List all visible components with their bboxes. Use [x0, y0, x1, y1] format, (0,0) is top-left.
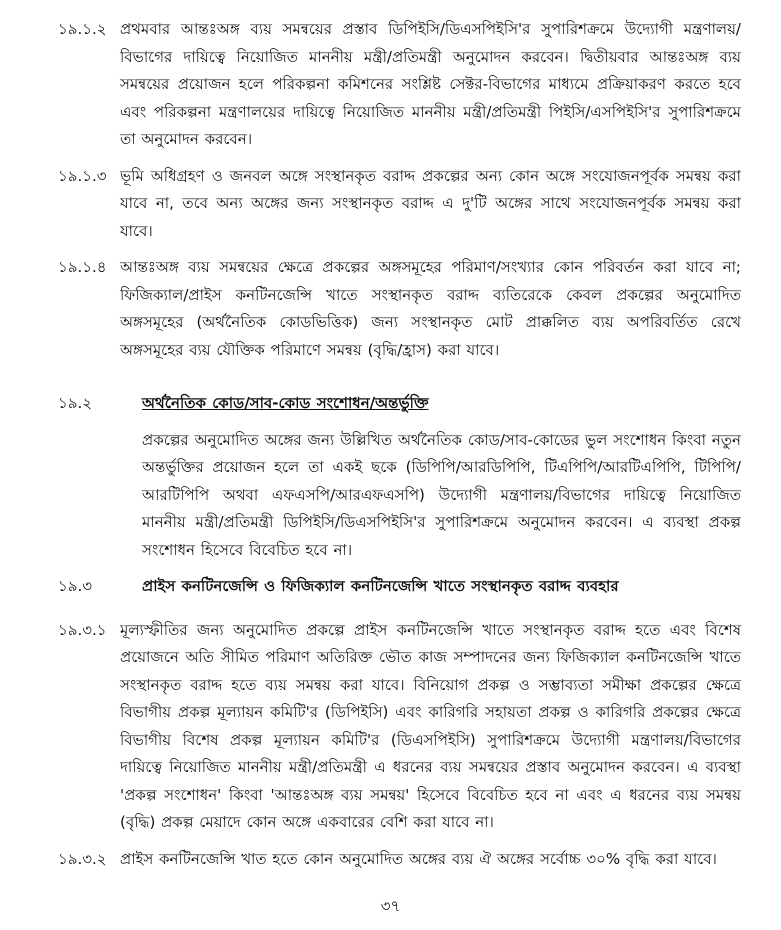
section-19-2-body: প্রকল্পের অনুমোদিত অঙ্গের জন্য উল্লিখিত অর্থনৈতিক কোড/সাব-কোডের ভুল সংশোধন কিংবা নতুন অন্তর্ভুক্তির প্রয়োজন হলে তা একই ছকে (ডিপিপি/আরডিপিপি, টিএপিপি/আরটিএপিপি, টিপিপি/আরটিপিপি অথবা এফএসপি/আরএফএসপি) উদ্যোগী মন্ত্রণালয়/বিভাগের দায়িত্বে নিয়োজিত মাননীয় মন্ত্রী/প্রতিমন্ত্রী ডিপিইসি/ডিএসপিইসি'র সুপারিশক্রমে অনুমোদন করবেন। এ ব্যবস্থা প্রকল্প সংশোধন হিসেবে বিবেচিত হবে না। [142, 430, 741, 559]
section-number: ১৯.৩ [58, 577, 92, 595]
clause-19-1-4 [58, 254, 741, 364]
clause-number: ১৯.৩.১ [58, 620, 107, 639]
clause-text: আন্তঃঅঙ্গ ব্যয় সমন্বয়ের ক্ষেত্রে প্রকল্পের অঙ্গসমূহের পরিমাণ/সংখ্যার কোন পরিবর্তন করা যাবে না; ফিজিক্যাল/প্রাইস কনটিনজেন্সি খাতে সংস্থানকৃত বরাদ্দ ব্যতিরেকে কেবল প্রকল্পের অনুমোদিত অঙ্গসমূহের (অর্থনৈতিক কোডভিত্তিক) জন্য সংস্থানকৃত মোট প্রাক্কলিত ব্যয় অপরিবর্তিত রেখে অঙ্গসমূহের ব্যয় যৌক্তিক পরিমাণে সমন্বয় (বৃদ্ধি/হ্রাস) করা যাবে। [120, 258, 741, 359]
clause-19-3-2 [58, 846, 741, 874]
clause-number: ১৯.১.৩ [58, 166, 107, 185]
section-19-3-heading [58, 573, 741, 601]
clause-text: প্রাইস কনটিনজেন্সি খাত হতে কোন অনুমোদিত অঙ্গের ব্যয় ঐ অঙ্গের সর্বোচ্চ ৩০% বৃদ্ধি করা যাবে। [120, 849, 717, 868]
page-number: ৩৭ [380, 897, 401, 915]
section-19-2-heading [58, 390, 741, 418]
clause-text: মূল্যস্ফীতির জন্য অনুমোদিত প্রকল্পে প্রাইস কনটিনজেন্সি খাতে সংস্থানকৃত বরাদ্দ হতে এবং বিশেষ প্রয়োজনে অতি সীমিত পরিমাণ অতিরিক্ত ভৌত কাজ সম্পাদনের জন্য ফিজিক্যাল কনটিনজেন্সি খাতে সংস্থানকৃত বরাদ্দ হতে ব্যয় সমন্বয় করা যাবে। বিনিয়োগ প্রকল্প ও সম্ভাব্যতা সমীক্ষা প্রকল্পের ক্ষেত্রে বিভাগীয় প্রকল্প মূল্যায়ন কমিটি'র (ডিপিইসি) এবং কারিগরি সহায়তা প্রকল্প ও কারিগরি প্রকল্পের ক্ষেত্রে বিভাগীয় বিশেষ প্রকল্প মূল্যায়ন কমিটি'র (ডিএসপিইসি) সুপারিশক্রমে উদ্যোগী মন্ত্রণালয়/বিভাগের দায়িত্বে নিয়োজিত মাননীয় মন্ত্রী/প্রতিমন্ত্রী এ ধরনের ব্যয় সমন্বয়ের প্রস্তাব অনুমোদন করবেন। এ ব্যবস্থা 'প্রকল্প সংশোধন' কিংবা 'আন্তঃঅঙ্গ ব্যয় সমন্বয়' হিসেবে বিবেচিত হবে না এবং এ ধরনের ব্যয় সমন্বয় (বৃদ্ধি) প্রকল্প মেয়াদে কোন অঙ্গে একবারের বেশি করা যাবে না। [120, 620, 741, 831]
section-number: ১৯.২ [58, 394, 92, 412]
clause-19-1-3 [58, 163, 741, 246]
clause-text: প্রথমবার আন্তঃঅঙ্গ ব্যয় সমন্বয়ের প্রস্তাব ডিপিইসি/ডিএসপিইসি'র সুপারিশক্রমে উদ্যোগী মন্ত্রণালয়/বিভাগের দায়িত্বে নিয়োজিত মাননীয় মন্ত্রী/প্রতিমন্ত্রী অনুমোদন করবেন। দ্বিতীয়বার আন্তঃঅঙ্গ ব্যয় সমন্বয়ের প্রয়োজন হলে পরিকল্পনা কমিশনের সংশ্লিষ্ট সেক্টর-বিভাগের মাধ্যমে প্রক্রিয়াকরণ করতে হবে এবং পরিকল্পনা মন্ত্রণালয়ের দায়িত্বে নিয়োজিত মাননীয় মন্ত্রী/প্রতিমন্ত্রী পিইসি/এসপিইসি'র সুপারিশক্রমে তা অনুমোদন করবেন। [120, 20, 741, 148]
clause-19-3-1 [58, 617, 741, 837]
clause-number: ১৯.১.২ [58, 20, 107, 38]
clause-text: ভূমি অধিগ্রহণ ও জনবল অঙ্গে সংস্থানকৃত বরাদ্দ প্রকল্পের অন্য কোন অঙ্গে সংযোজনপূর্বক সমন্বয় করা যাবে না, তবে অন্য অঙ্গের জন্য সংস্থানকৃত বরাদ্দ এ দু'টি অঙ্গের সাথে সংযোজনপূর্বক সমন্বয় করা যাবে। [120, 166, 741, 240]
clause-number: ১৯.৩.২ [58, 849, 107, 868]
section-heading: প্রাইস কনটিনজেন্সি ও ফিজিক্যাল কনটিনজেন্সি খাতে সংস্থানকৃত বরাদ্দ ব্যবহার [142, 577, 619, 595]
clause-number: ১৯.১.৪ [58, 258, 107, 276]
clause-19-1-2 [58, 16, 741, 154]
section-heading: অর্থনৈতিক কোড/সাব-কোড সংশোধন/অন্তর্ভুক্তি [142, 394, 429, 412]
